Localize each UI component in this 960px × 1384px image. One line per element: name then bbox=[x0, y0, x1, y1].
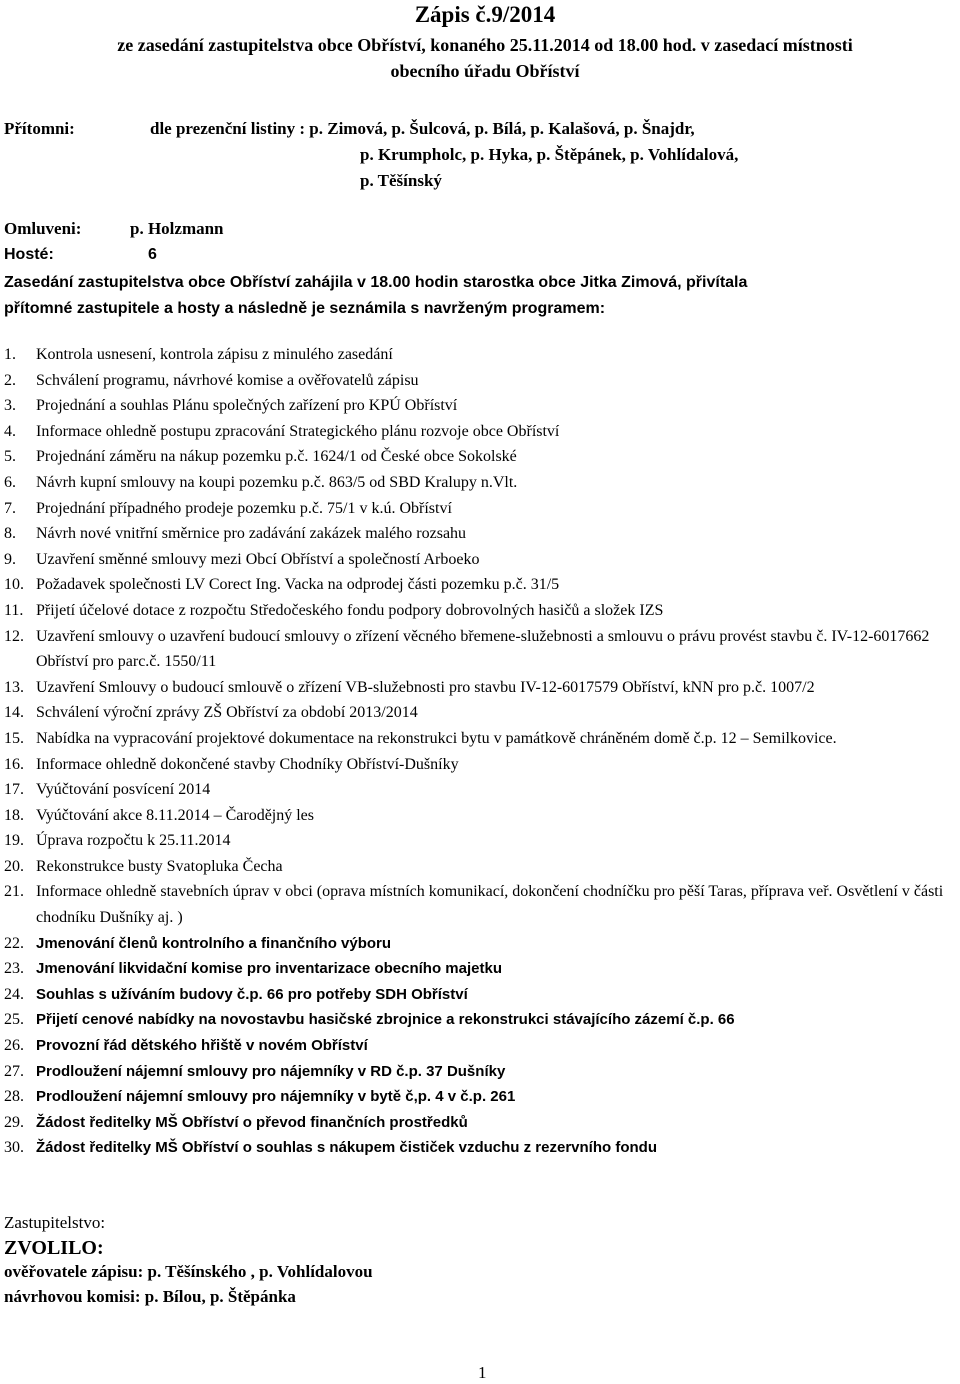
program-item-text: Jmenování členů kontrolního a finančního výboru bbox=[36, 934, 392, 952]
program-item bbox=[4, 393, 960, 419]
intro-line-2: přítomné zastupitele a hosty a následně je seznámila s navrženým programem: bbox=[4, 300, 606, 317]
program-item-text: Kontrola usnesení, kontrola zápisu z minulého zasedání bbox=[36, 346, 393, 363]
program-item-text: Provozní řád dětského hřiště v novém Obříství bbox=[36, 1037, 368, 1055]
program-item bbox=[4, 982, 960, 1008]
program-item-number: 7. bbox=[4, 499, 16, 517]
program-item-number: 4. bbox=[4, 422, 16, 440]
subtitle-line-2: obecního úřadu Obříství bbox=[390, 61, 580, 81]
program-item bbox=[4, 1059, 960, 1085]
program-item-text: Návrh kupní smlouvy na koupi pozemku p.č. 863/5 od SBD Kralupy n.Vlt. bbox=[36, 473, 518, 491]
program-item bbox=[4, 777, 960, 803]
program-item-text: Uzavření Smlouvy o budoucí smlouvě o zřízení VB-služebnosti pro stavbu IV-12-6017579 Obříství, kNN pro p.č. 1007/2 bbox=[36, 678, 815, 696]
program-item-text: Uzavření směnné smlouvy mezi Obcí Obříství a společností Arboeko bbox=[36, 550, 480, 568]
program-item bbox=[4, 752, 960, 778]
program-item bbox=[4, 419, 960, 445]
program-item-number: 22. bbox=[4, 934, 24, 952]
program-item-number: 25. bbox=[4, 1011, 24, 1029]
program-item-text: Návrh nové vnitřní směrnice pro zadávání zakázek malého rozsahu bbox=[36, 525, 467, 543]
program-item bbox=[4, 572, 960, 598]
subtitle-line-1: ze zasedání zastupitelstva obce Obříství, konaného 25.11.2014 od 18.00 hod. v zasedací místnosti bbox=[117, 35, 853, 55]
program-item-text: Žádost ředitelky MŠ Obříství o převod finančních prostředků bbox=[36, 1113, 468, 1131]
excused-label: Omluveni: bbox=[4, 219, 82, 238]
program-item bbox=[4, 675, 960, 701]
program-item bbox=[4, 726, 960, 752]
verifiers-line: ověřovatele zápisu: p. Těšínského , p. Vohlídalovou bbox=[4, 1262, 373, 1281]
program-item bbox=[4, 931, 960, 957]
program-item-text: Uzavření smlouvy o uzavření budoucí smlouvy o zřízení věcného břemene-služebnosti a smlouvu o právu provést stavbu č. IV-12-6017662 Obříství pro parc.č. 1550/11 bbox=[36, 627, 930, 671]
assembly-label: Zastupitelstvo: bbox=[4, 1213, 106, 1232]
program-item bbox=[4, 470, 960, 496]
program-item-text: Požadavek společnosti LV Corect Ing. Vacka na odprodej části pozemku p.č. 31/5 bbox=[36, 576, 560, 594]
program-item-text: Informace ohledně dokončené stavby Chodníky Obříství-Dušníky bbox=[36, 755, 459, 773]
present-line-2: p. Krumpholc, p. Hyka, p. Štěpánek, p. Vohlídalová, bbox=[360, 145, 739, 164]
program-item-number: 16. bbox=[4, 755, 24, 773]
guests-label: Hosté: bbox=[4, 246, 54, 263]
program-item-text: Jmenování likvidační komise pro inventarizace obecního majetku bbox=[36, 960, 502, 978]
program-item-number: 20. bbox=[4, 857, 24, 875]
guests-value: 6 bbox=[148, 246, 157, 263]
program-item bbox=[4, 1110, 960, 1136]
program-item-text: Přijetí cenové nabídky na novostavbu hasičské zbrojnice a rekonstrukci stávajícího zázemí č.p. 66 bbox=[36, 1011, 735, 1029]
program-item-number: 1. bbox=[4, 346, 16, 363]
program-item-number: 5. bbox=[4, 448, 16, 466]
program-item-number: 11. bbox=[4, 601, 24, 619]
program-item-text: Projednání a souhlas Plánu společných zařízení pro KPÚ Obříství bbox=[36, 397, 458, 415]
program-item bbox=[4, 368, 960, 394]
program-item bbox=[4, 342, 960, 368]
program-item-number: 13. bbox=[4, 678, 24, 696]
excused-value: p. Holzmann bbox=[130, 219, 224, 238]
program-item bbox=[4, 444, 960, 470]
program-item-text: Vyúčtování akce 8.11.2014 – Čarodějný les bbox=[36, 806, 315, 824]
program-item bbox=[4, 547, 960, 573]
program-item bbox=[4, 521, 960, 547]
program-item-number: 12. bbox=[4, 627, 24, 645]
document-title: Zápis č.9/2014 bbox=[414, 2, 556, 27]
present-line-1: dle prezenční listiny : p. Zimová, p. Šulcová, p. Bílá, p. Kalašová, p. Šnajdr, bbox=[150, 119, 695, 138]
program-item-text: Prodloužení nájemní smlouvy pro nájemníky v bytě č,p. 4 v č.p. 261 bbox=[36, 1088, 516, 1106]
program-item-number: 10. bbox=[4, 576, 24, 594]
intro-paragraph bbox=[4, 270, 954, 322]
program-item bbox=[4, 598, 960, 624]
program-item-text: Projednání případného prodeje pozemku p.č. 75/1 v k.ú. Obříství bbox=[36, 499, 452, 517]
program-item-text: Vyúčtování posvícení 2014 bbox=[36, 781, 211, 799]
program-item bbox=[4, 700, 960, 726]
program-item-text: Informace ohledně stavebních úprav v obci (oprava místních komunikací, dokončení chodníčku pro pěší Taras, příprava veř. Osvětlení v části chodníku Dušníky aj. ) bbox=[36, 883, 944, 927]
program-item-number: 17. bbox=[4, 781, 24, 799]
program-item bbox=[4, 1007, 960, 1033]
program-item-text: Projednání záměru na nákup pozemku p.č. 1624/1 od České obce Sokolské bbox=[36, 448, 517, 466]
program-item-number: 19. bbox=[4, 832, 24, 850]
program-item-number: 24. bbox=[4, 985, 24, 1003]
program-item-number: 14. bbox=[4, 704, 24, 722]
program-item-number: 18. bbox=[4, 806, 24, 824]
program-item bbox=[4, 624, 960, 675]
present-label: Přítomni: bbox=[4, 119, 75, 138]
program-item-number: 26. bbox=[4, 1037, 24, 1055]
program-item bbox=[4, 956, 960, 982]
program-item bbox=[4, 496, 960, 522]
committee-line: návrhovou komisi: p. Bílou, p. Štěpánka bbox=[4, 1287, 296, 1306]
program-item bbox=[4, 828, 960, 854]
program-list bbox=[4, 342, 960, 1161]
program-item-text: Schválení výroční zprávy ZŠ Obříství za období 2013/2014 bbox=[36, 704, 418, 722]
program-item-text: Prodloužení nájemní smlouvy pro nájemníky v RD č.p. 37 Dušníky bbox=[36, 1062, 506, 1080]
program-item-number: 8. bbox=[4, 525, 16, 543]
document-subtitle bbox=[0, 32, 960, 84]
program-item-text: Přijetí účelové dotace z rozpočtu Středočeského fondu podpory dobrovolných hasičů a složek IZS bbox=[36, 601, 664, 619]
program-item-number: 6. bbox=[4, 473, 16, 491]
program-item-text: Schválení programu, návrhové komise a ověřovatelů zápisu bbox=[36, 371, 419, 389]
program-item-text: Úprava rozpočtu k 25.11.2014 bbox=[36, 832, 231, 850]
program-item-text: Souhlas s užíváním budovy č.p. 66 pro potřeby SDH Obříství bbox=[36, 985, 468, 1003]
program-item-text: Informace ohledně postupu zpracování Strategického plánu rozvoje obce Obříství bbox=[36, 422, 560, 440]
program-item-text: Žádost ředitelky MŠ Obříství o souhlas s nákupem čističek vzduchu z rezervního fondu bbox=[36, 1139, 657, 1157]
program-item-number: 28. bbox=[4, 1088, 24, 1106]
program-item bbox=[4, 803, 960, 829]
program-item bbox=[4, 1135, 960, 1161]
program-item-number: 29. bbox=[4, 1113, 24, 1131]
program-item bbox=[4, 879, 960, 930]
page-number: 1 bbox=[478, 1363, 487, 1382]
program-item bbox=[4, 1084, 960, 1110]
present-line-3: p. Těšínský bbox=[360, 171, 442, 190]
program-item-number: 2. bbox=[4, 371, 16, 389]
program-item-text: Rekonstrukce busty Svatopluka Čecha bbox=[36, 857, 283, 875]
elected-label: ZVOLILO: bbox=[4, 1237, 104, 1259]
program-item-text: Nabídka na vypracování projektové dokumentace na rekonstrukci bytu v památkově chráněném domě č.p. 12 – Semilkovice. bbox=[36, 729, 837, 747]
intro-line-1: Zasedání zastupitelstva obce Obříství zahájila v 18.00 hodin starostka obce Jitka Zimová, přivítala bbox=[4, 274, 748, 291]
program-item-number: 27. bbox=[4, 1062, 24, 1080]
program-item-number: 30. bbox=[4, 1139, 24, 1157]
program-item-number: 3. bbox=[4, 397, 16, 415]
program-item-number: 15. bbox=[4, 729, 24, 747]
program-item bbox=[4, 854, 960, 880]
program-item-number: 23. bbox=[4, 960, 24, 978]
program-item-number: 21. bbox=[4, 883, 24, 901]
program-item-number: 9. bbox=[4, 550, 16, 568]
program-item bbox=[4, 1033, 960, 1059]
